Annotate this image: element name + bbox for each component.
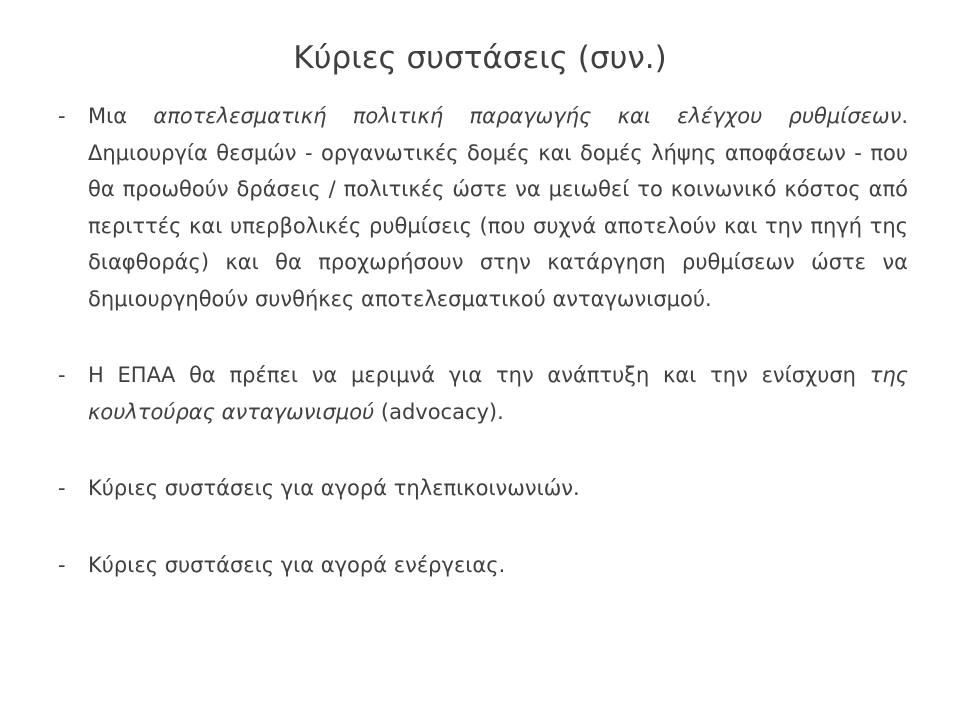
bullet-dash: - xyxy=(58,552,66,577)
bullet-text: Κύριες συστάσεις για αγορά ενέργειας. xyxy=(88,552,506,577)
bullet-item-regulation-policy xyxy=(58,98,908,317)
bullet-text-prefix: Η ΕΠΑΑ θα πρέπει να μεριμνά για την ανάπτυξη και την ενίσχυση xyxy=(88,363,870,387)
bullet-text: Κύριες συστάσεις για αγορά τηλεπικοινωνιών. xyxy=(88,476,580,500)
bullet-text-italic: αποτελεσματική πολιτική παραγωγής και ελέγχου ρυθμίσεων xyxy=(153,104,902,128)
bullet-dash: - xyxy=(58,363,66,387)
bullet-text-prefix: Μια xyxy=(88,104,154,128)
bullet-dash: - xyxy=(58,476,66,500)
bullet-text-suffix: . Δημιουργία θεσμών - οργανωτικές δομές και δομές λήψης αποφάσεων - που θα προωθούν δράσεις / πολιτικές ώστε να μειωθεί το κοινωνικό κόστος από περιττές και υπερβολικές ρυθμίσεις (που συχνά αποτελούν και την πηγή της διαφθοράς) και θα προχωρήσουν στην κατάργηση ρυθμίσεων ώστε να δημιουργηθούν συνθήκες αποτελεσματικού ανταγωνισμού. xyxy=(88,104,908,311)
bullet-item-telecom-market xyxy=(58,470,908,507)
bullet-text-suffix: (advocacy). xyxy=(374,399,504,424)
bullet-dash: - xyxy=(58,104,66,128)
bullet-text-italic: της κουλτούρας ανταγωνισμού xyxy=(88,363,908,424)
bullet-item-competition-culture xyxy=(58,357,908,430)
bullet-item-energy-market xyxy=(58,547,908,584)
slide-title: Κύριες συστάσεις (συν.) xyxy=(293,40,667,76)
bullet-list xyxy=(58,98,908,583)
